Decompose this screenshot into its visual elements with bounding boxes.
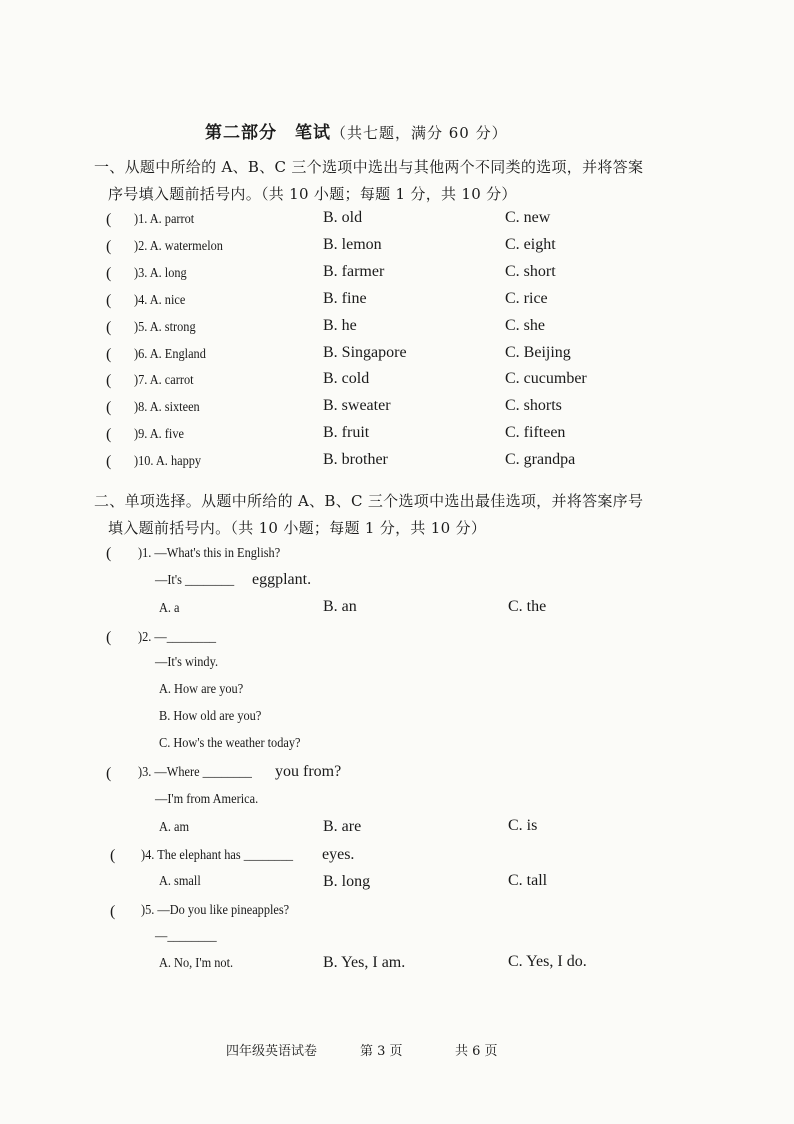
title-subtitle: （共七题，满分 60 分） [331, 124, 508, 142]
question-stem: )3. —Where ________ [138, 765, 252, 780]
answer-paren[interactable]: ( [106, 291, 112, 309]
option-b: B. Singapore [323, 343, 407, 361]
option-a: A. small [159, 874, 201, 889]
question-line: —It's ________ [155, 573, 235, 588]
option-c: C. Yes, I do. [508, 953, 587, 970]
option-c: C. is [508, 817, 538, 834]
option-c: C. the [508, 598, 547, 615]
option-a: A. am [159, 820, 190, 835]
option-a: )2. A. watermelon [134, 238, 223, 254]
section1-instruction-line1: 一、从题中所给的 A、B、C 三个选项中选出与其他两个不同类的选项，并将答案 [94, 158, 644, 176]
option-a: )6. A. England [134, 346, 206, 362]
answer-paren[interactable]: ( [106, 345, 112, 363]
question-stem: )1. —What's this in English? [138, 546, 281, 561]
option-b: B. cold [323, 370, 370, 388]
section2-instruction-line2: 填入题前括号内。（共 10 小题；每题 1 分，共 10 分） [108, 519, 487, 537]
answer-paren[interactable]: ( [106, 264, 112, 282]
footer-total-pages: 共 6 页 [455, 1044, 498, 1059]
option-b: B. an [323, 598, 357, 615]
option-c: C. Beijing [505, 343, 571, 361]
option-a: )5. A. strong [134, 319, 196, 335]
page-title: 第二部分 笔试（共七题，满分 60 分） [205, 123, 508, 143]
footer-page-number: 第 3 页 [360, 1044, 403, 1059]
option-b: B. he [323, 316, 357, 334]
option-b: B. lemon [323, 235, 382, 253]
answer-paren[interactable]: ( [106, 211, 112, 228]
option-a: )9. A. five [134, 427, 184, 443]
answer-paren[interactable]: ( [110, 903, 116, 920]
question-stem-end: eyes. [322, 846, 355, 863]
option-a: )10. A. happy [134, 454, 202, 470]
option-a: )1. A. parrot [134, 212, 195, 227]
question-stem: )2. —________ [138, 630, 217, 645]
option-c: C. grandpa [505, 451, 576, 469]
option-b: B. long [323, 873, 371, 890]
option-c: C. eight [505, 235, 556, 253]
option-b: B. sweater [323, 397, 391, 415]
option-b: B. fruit [323, 424, 370, 442]
option-b: B. How old are you? [159, 709, 262, 724]
option-c: C. shorts [505, 397, 562, 415]
option-b: B. Yes, I am. [323, 954, 406, 971]
option-b: B. old [323, 209, 363, 226]
option-a: )4. A. nice [134, 292, 186, 308]
question-stem: )4. The elephant has ________ [141, 848, 294, 863]
option-c: C. rice [505, 289, 548, 307]
option-b: B. are [323, 818, 362, 835]
option-a: A. How are you? [159, 682, 244, 697]
answer-paren[interactable]: ( [110, 847, 116, 864]
option-a: )3. A. long [134, 265, 187, 281]
option-c: C. cucumber [505, 370, 587, 388]
answer-paren[interactable]: ( [106, 453, 112, 471]
answer-paren[interactable]: ( [106, 399, 112, 417]
section2-instruction-line1: 二、单项选择。从题中所给的 A、B、C 三个选项中选出最佳选项，并将答案序号 [94, 492, 644, 510]
option-c: C. short [505, 262, 556, 280]
option-c: C. she [505, 316, 545, 334]
option-a: A. a [159, 601, 180, 616]
question-line: eggplant. [252, 571, 312, 588]
option-c: C. tall [508, 872, 548, 889]
answer-paren[interactable]: ( [106, 372, 112, 390]
option-b: B. farmer [323, 262, 385, 280]
question-line: —________ [155, 929, 217, 944]
option-c: C. How's the weather today? [159, 736, 301, 751]
option-a: A. No, I'm not. [159, 956, 234, 971]
option-a: )8. A. sixteen [134, 400, 200, 416]
option-c: C. new [505, 209, 551, 226]
answer-paren[interactable]: ( [106, 318, 112, 336]
option-c: C. fifteen [505, 424, 566, 442]
answer-paren[interactable]: ( [106, 237, 112, 255]
answer-paren[interactable]: ( [106, 629, 112, 646]
option-b: B. brother [323, 451, 388, 469]
footer-exam-name: 四年级英语试卷 [226, 1044, 318, 1059]
section1-instruction-line2: 序号填入题前括号内。（共 10 小题；每题 1 分，共 10 分） [108, 185, 517, 203]
question-stem: )5. —Do you like pineapples? [141, 903, 290, 918]
answer-paren[interactable]: ( [106, 765, 112, 782]
answer-paren[interactable]: ( [106, 426, 112, 444]
option-a: )7. A. carrot [134, 373, 194, 389]
answer-paren[interactable]: ( [106, 545, 112, 562]
question-line: —I'm from America. [155, 792, 259, 807]
option-b: B. fine [323, 289, 367, 307]
question-stem-end: you from? [275, 763, 342, 780]
question-line: —It's windy. [155, 655, 219, 670]
